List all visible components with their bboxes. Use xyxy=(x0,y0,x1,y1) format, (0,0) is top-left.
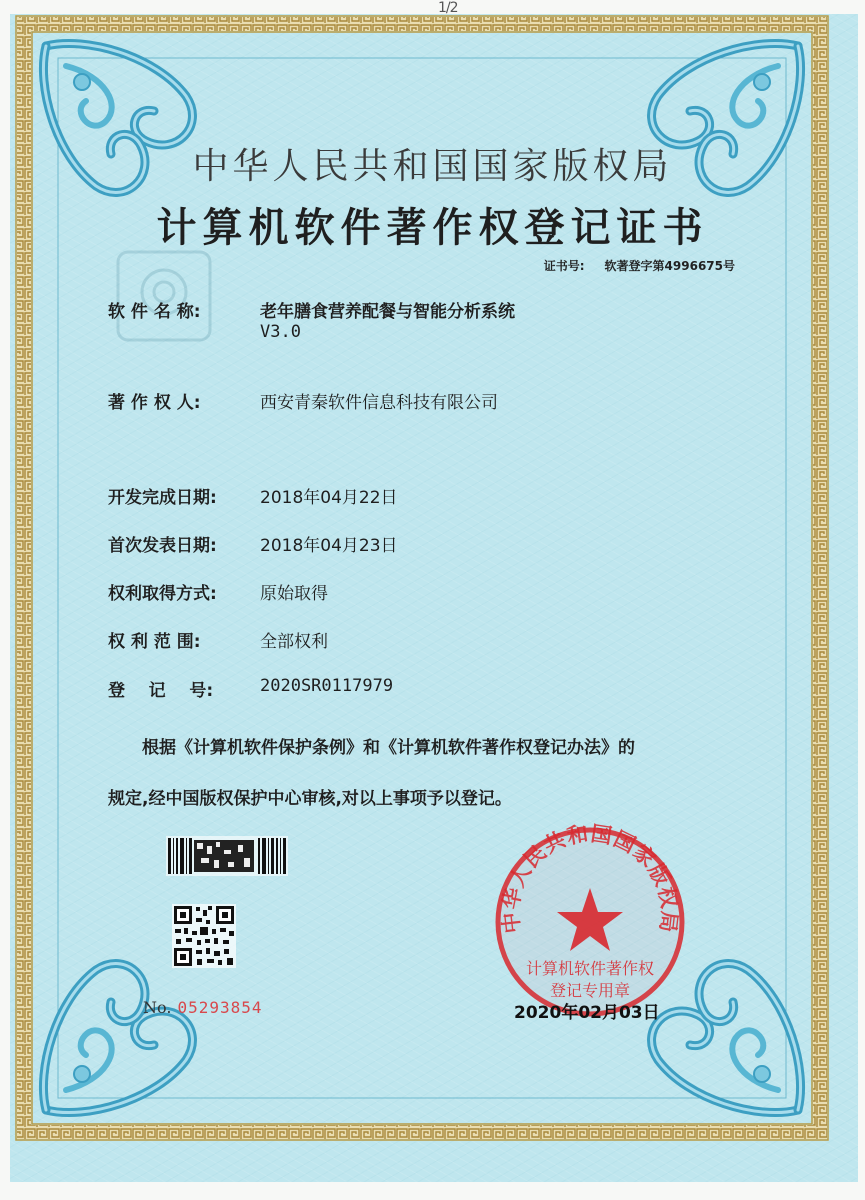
certificate-number xyxy=(544,257,735,274)
field-label: 登 记 号: xyxy=(108,681,214,701)
barcode xyxy=(166,836,288,876)
corner-ornament-bl xyxy=(43,964,192,1113)
completion-date-value: 2018年04月22日 xyxy=(260,488,398,508)
official-seal xyxy=(490,822,690,1022)
statement-line-2: 规定,经中国版权保护中心审核,对以上事项予以登记。 xyxy=(108,789,512,809)
software-name-value: 老年膳食营养配餐与智能分析系统 xyxy=(260,302,515,322)
field-scope xyxy=(108,627,328,652)
serial-number xyxy=(143,998,263,1017)
field-label: 权 利 范 围: xyxy=(108,632,201,652)
field-label: 著 作 权 人: xyxy=(108,393,201,413)
qr-code xyxy=(172,904,236,968)
field-label: 开发完成日期: xyxy=(108,488,217,508)
certificate-title: 计算机软件著作权登记证书 xyxy=(156,205,709,251)
publish-date-value: 2018年04月23日 xyxy=(260,536,398,556)
issuer-title: 中华人民共和国国家版权局 xyxy=(192,146,673,187)
handwritten-mark: 1/2 xyxy=(438,0,458,16)
scope-value: 全部权利 xyxy=(260,632,328,652)
field-label: 权利取得方式: xyxy=(108,584,217,604)
field-reg-number xyxy=(108,676,393,701)
certificate-number-label: 证书号: xyxy=(543,259,585,273)
software-version: V3.0 xyxy=(260,322,301,342)
field-acquisition xyxy=(108,579,328,604)
field-software-name xyxy=(108,297,515,342)
reg-number-value: 2020SR0117979 xyxy=(260,676,394,696)
field-label: 软 件 名 称: xyxy=(108,302,201,322)
field-label: 首次发表日期: xyxy=(108,536,217,556)
field-completion-date xyxy=(108,483,398,508)
statement-line-1: 根据《计算机软件保护条例》和《计算机软件著作权登记办法》的 xyxy=(142,738,635,758)
seal-line-2: 登记专用章 xyxy=(549,981,631,1000)
serial-prefix: No. xyxy=(143,998,172,1017)
certificate-number-value: 软著登字第4996675号 xyxy=(604,259,735,273)
seal-line-1: 计算机软件著作权 xyxy=(525,959,655,978)
issue-date: 2020年02月03日 xyxy=(514,1003,660,1023)
field-owner xyxy=(108,388,498,413)
serial-value: 05293854 xyxy=(177,998,263,1017)
field-publish-date xyxy=(108,531,398,556)
acquisition-value: 原始取得 xyxy=(260,584,328,604)
seal-arc-text: 中华人民共和国国家版权局 xyxy=(498,822,682,935)
owner-value: 西安青秦软件信息科技有限公司 xyxy=(260,393,498,413)
